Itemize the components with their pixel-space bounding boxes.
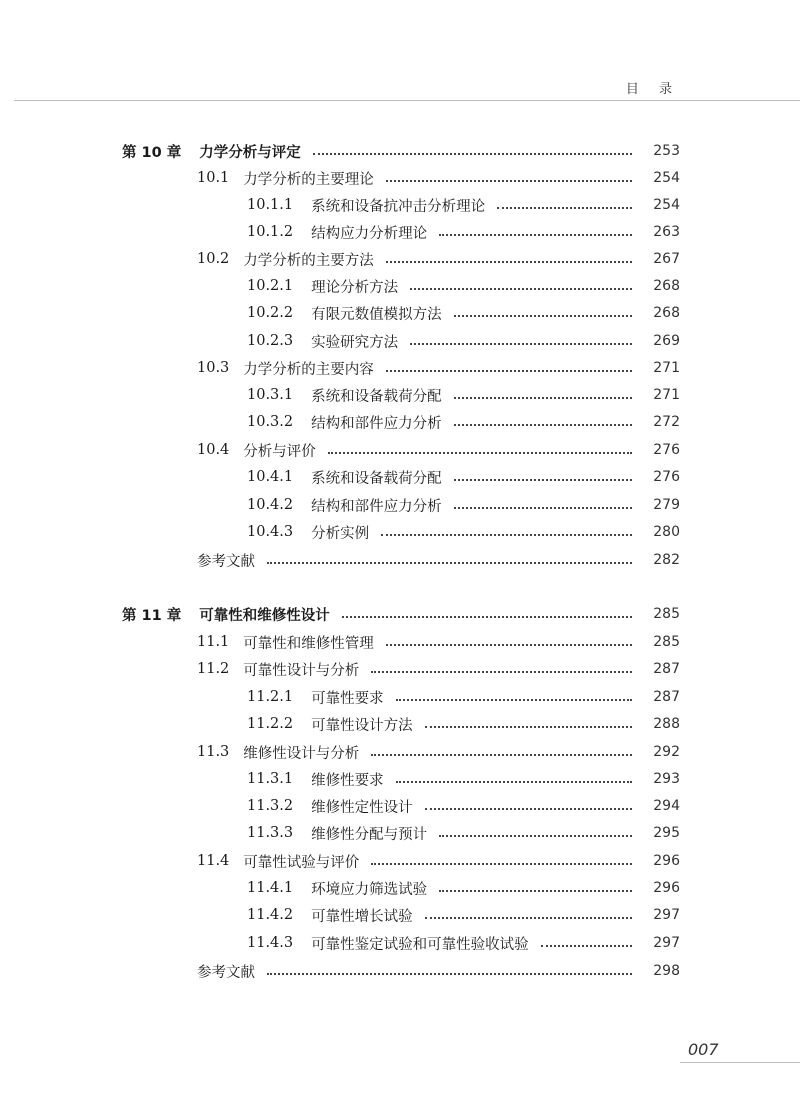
toc-entry-lead bbox=[247, 933, 640, 954]
toc-entry-lead bbox=[247, 385, 640, 406]
toc-entry-title: 力学分析的主要内容 bbox=[243, 361, 374, 378]
toc-entry-lead bbox=[197, 440, 640, 461]
toc-entry-page: 294 bbox=[653, 798, 680, 814]
toc-entry-title: 可靠性鉴定试验和可靠性验收试验 bbox=[311, 936, 529, 953]
toc-entry-lead bbox=[197, 550, 640, 571]
toc-entry-title: 维修性要求 bbox=[311, 772, 384, 789]
toc-section-entry[interactable] bbox=[197, 248, 680, 270]
toc-entry-title: 维修性设计与分析 bbox=[243, 745, 360, 762]
dot-leader bbox=[425, 916, 632, 919]
toc-entry-number: 11.4.1 bbox=[247, 880, 294, 896]
dot-leader bbox=[410, 287, 632, 290]
toc-entry-page: 296 bbox=[653, 880, 680, 896]
dot-leader bbox=[439, 233, 632, 236]
toc-entry-lead bbox=[197, 851, 640, 872]
toc-entry-page: 282 bbox=[653, 552, 680, 568]
toc-subsection-entry[interactable] bbox=[247, 302, 680, 324]
toc-entry-title: 力学分析的主要理论 bbox=[243, 171, 374, 188]
toc-entry-page: 268 bbox=[653, 305, 680, 321]
toc-subsection-entry[interactable] bbox=[247, 768, 680, 790]
toc-entry-number: 11.2.1 bbox=[247, 689, 294, 705]
toc-entry-title: 参考文献 bbox=[197, 553, 255, 570]
toc-section-entry[interactable] bbox=[197, 631, 680, 653]
toc-entry-lead bbox=[247, 412, 640, 433]
toc-entry-number: 第 11 章 bbox=[122, 607, 182, 624]
toc-entry-page: 287 bbox=[653, 661, 680, 677]
toc-subsection-entry[interactable] bbox=[247, 904, 680, 926]
toc-subsection-entry[interactable] bbox=[247, 330, 680, 352]
toc-entry-number: 11.3 bbox=[197, 744, 230, 760]
toc-entry-number: 10.3.2 bbox=[247, 414, 294, 430]
toc-entry-lead bbox=[197, 249, 640, 270]
header-rule bbox=[14, 100, 800, 101]
toc-entry-page: 276 bbox=[653, 469, 680, 485]
toc-entry-title: 力学分析与评定 bbox=[199, 144, 301, 161]
toc-subsection-entry[interactable] bbox=[247, 822, 680, 844]
dot-leader bbox=[342, 615, 632, 618]
toc-entry-lead bbox=[247, 714, 640, 735]
toc-entry-title: 实验研究方法 bbox=[311, 334, 399, 351]
toc-subsection-entry[interactable] bbox=[247, 521, 680, 543]
toc-subsection-entry[interactable] bbox=[247, 713, 680, 735]
toc-entry-page: 295 bbox=[653, 825, 680, 841]
toc-entry-title: 分析与评价 bbox=[243, 443, 316, 460]
toc-entry-lead bbox=[247, 303, 640, 324]
toc-entry-lead bbox=[122, 141, 640, 162]
dot-leader bbox=[313, 152, 632, 155]
toc-subsection-entry[interactable] bbox=[247, 494, 680, 516]
toc-entry-number: 10.4.2 bbox=[247, 497, 294, 513]
toc-entry-lead bbox=[122, 604, 640, 625]
toc-subsection-entry[interactable] bbox=[247, 384, 680, 406]
dot-leader bbox=[497, 206, 632, 209]
toc-entry-page: 297 bbox=[653, 907, 680, 923]
toc-entry-title: 维修性分配与预计 bbox=[311, 826, 428, 843]
dot-leader bbox=[328, 451, 632, 454]
toc-subsection-entry[interactable] bbox=[247, 221, 680, 243]
toc-entry-number: 11.4 bbox=[197, 853, 230, 869]
toc-entry-number: 11.2.2 bbox=[247, 716, 294, 732]
toc-entry-number: 10.4.1 bbox=[247, 469, 294, 485]
toc-section-entry[interactable] bbox=[197, 960, 680, 982]
toc-entry-title: 力学分析的主要方法 bbox=[243, 252, 374, 269]
toc-entry-number: 10.1 bbox=[197, 170, 230, 186]
toc-entry-title: 可靠性设计方法 bbox=[311, 717, 413, 734]
dot-leader bbox=[386, 179, 632, 182]
toc-entry-title: 结构和部件应力分析 bbox=[311, 415, 442, 432]
toc-entry-number: 10.2.2 bbox=[247, 305, 294, 321]
toc-entry-lead bbox=[247, 195, 640, 216]
toc-entry-title: 系统和设备载荷分配 bbox=[311, 388, 442, 405]
toc-entry-page: 285 bbox=[653, 606, 680, 622]
dot-leader bbox=[396, 780, 632, 783]
toc-entry-lead bbox=[197, 742, 640, 763]
dot-leader bbox=[267, 972, 632, 975]
toc-entry-page: 267 bbox=[653, 251, 680, 267]
dot-leader bbox=[425, 807, 632, 810]
toc-subsection-entry[interactable] bbox=[247, 932, 680, 954]
toc-entry-lead bbox=[247, 769, 640, 790]
toc-entry-page: 272 bbox=[653, 414, 680, 430]
toc-entry-lead bbox=[247, 878, 640, 899]
dot-leader bbox=[439, 889, 632, 892]
toc-entry-page: 263 bbox=[653, 224, 680, 240]
toc-entry-title: 分析实例 bbox=[311, 525, 370, 542]
dot-leader bbox=[371, 862, 632, 865]
toc-entry-page: 254 bbox=[653, 170, 680, 186]
toc-entry-title: 理论分析方法 bbox=[311, 279, 399, 296]
dot-leader bbox=[386, 643, 632, 646]
dot-leader bbox=[267, 561, 632, 564]
toc-entry-title: 系统和设备抗冲击分析理论 bbox=[311, 198, 486, 215]
toc-entry-lead bbox=[247, 467, 640, 488]
toc-entry-page: 280 bbox=[653, 524, 680, 540]
toc-entry-page: 293 bbox=[653, 771, 680, 787]
toc-entry-page: 279 bbox=[653, 497, 680, 513]
toc-entry-title: 结构应力分析理论 bbox=[311, 225, 428, 242]
toc-entry-number: 10.3.1 bbox=[247, 387, 294, 403]
toc-subsection-entry[interactable] bbox=[247, 686, 680, 708]
toc-section-entry[interactable] bbox=[197, 357, 680, 379]
toc-entry-lead bbox=[247, 276, 640, 297]
dot-leader bbox=[454, 314, 632, 317]
toc-entry-number: 11.4.3 bbox=[247, 935, 294, 951]
toc-entry-number: 11.4.2 bbox=[247, 907, 294, 923]
toc-entry-page: 296 bbox=[653, 853, 680, 869]
toc-entry-lead bbox=[197, 168, 640, 189]
toc-entry-title: 有限元数值模拟方法 bbox=[311, 306, 442, 323]
dot-leader bbox=[386, 369, 632, 372]
toc-entry-lead bbox=[247, 222, 640, 243]
toc-entry-lead bbox=[247, 522, 640, 543]
toc-entry-title: 可靠性要求 bbox=[311, 690, 384, 707]
dot-leader bbox=[386, 260, 632, 263]
toc-subsection-entry[interactable] bbox=[247, 877, 680, 899]
dot-leader bbox=[371, 670, 632, 673]
toc-entry-number: 11.2 bbox=[197, 661, 230, 677]
running-header-title: 目 录 bbox=[625, 82, 680, 97]
toc-entry-title: 结构和部件应力分析 bbox=[311, 498, 442, 515]
toc-entry-number: 第 10 章 bbox=[122, 144, 182, 161]
toc-entry-page: 253 bbox=[653, 143, 680, 159]
toc-entry-title: 环境应力筛选试验 bbox=[311, 881, 428, 898]
toc-entry-lead bbox=[197, 358, 640, 379]
toc-section-entry[interactable] bbox=[197, 850, 680, 872]
toc-entry-page: 285 bbox=[653, 634, 680, 650]
toc-entry-page: 271 bbox=[653, 387, 680, 403]
dot-leader bbox=[410, 342, 632, 345]
dot-leader bbox=[371, 753, 632, 756]
toc-entry-lead bbox=[247, 495, 640, 516]
toc-entry-number: 10.2.3 bbox=[247, 333, 294, 349]
toc-entry-number: 11.3.2 bbox=[247, 798, 294, 814]
toc-entry-page: 269 bbox=[653, 333, 680, 349]
toc-section-entry[interactable] bbox=[197, 549, 680, 571]
toc-entry-lead bbox=[197, 632, 640, 653]
toc-section-entry[interactable] bbox=[197, 658, 680, 680]
toc-entry-title: 维修性定性设计 bbox=[311, 799, 413, 816]
toc-entry-lead bbox=[247, 905, 640, 926]
dot-leader bbox=[396, 698, 632, 701]
dot-leader bbox=[454, 478, 632, 481]
dot-leader bbox=[541, 944, 632, 947]
toc-entry-number: 11.3.1 bbox=[247, 771, 294, 787]
toc-subsection-entry[interactable] bbox=[247, 466, 680, 488]
toc-entry-lead bbox=[247, 823, 640, 844]
toc-subsection-entry[interactable] bbox=[247, 795, 680, 817]
toc-entry-page: 288 bbox=[653, 716, 680, 732]
toc-chapter-entry[interactable] bbox=[122, 140, 680, 162]
toc-entry-title: 系统和设备载荷分配 bbox=[311, 470, 442, 487]
toc-entry-number: 10.2.1 bbox=[247, 278, 294, 294]
toc-entry-number: 10.1.2 bbox=[247, 224, 294, 240]
toc-entry-number: 10.4 bbox=[197, 442, 230, 458]
dot-leader bbox=[381, 533, 632, 536]
toc-section-entry[interactable] bbox=[197, 439, 680, 461]
dot-leader bbox=[439, 834, 632, 837]
toc-entry-number: 10.3 bbox=[197, 360, 230, 376]
toc-entry-title: 可靠性和维修性管理 bbox=[243, 635, 374, 652]
toc-entry-title: 参考文献 bbox=[197, 964, 255, 981]
page-number: 007 bbox=[688, 1040, 719, 1059]
toc-entry-number: 11.3.3 bbox=[247, 825, 294, 841]
toc-entry-page: 271 bbox=[653, 360, 680, 376]
toc-entry-title: 可靠性设计与分析 bbox=[243, 662, 360, 679]
toc-entry-page: 287 bbox=[653, 689, 680, 705]
toc-entry-number: 10.1.1 bbox=[247, 197, 294, 213]
toc-entry-number: 10.4.3 bbox=[247, 524, 294, 540]
toc-entry-lead bbox=[197, 961, 640, 982]
toc-section-entry[interactable] bbox=[197, 167, 680, 189]
toc-entry-page: 292 bbox=[653, 744, 680, 760]
toc-entry-number: 11.1 bbox=[197, 634, 230, 650]
toc-entry-title: 可靠性和维修性设计 bbox=[199, 607, 330, 624]
toc-entry-number: 10.2 bbox=[197, 251, 230, 267]
dot-leader bbox=[454, 506, 632, 509]
toc-subsection-entry[interactable] bbox=[247, 275, 680, 297]
dot-leader bbox=[425, 725, 632, 728]
toc-entry-title: 可靠性试验与评价 bbox=[243, 854, 360, 871]
toc-entry-title: 可靠性增长试验 bbox=[311, 908, 413, 925]
toc-section-entry[interactable] bbox=[197, 741, 680, 763]
toc-entry-page: 297 bbox=[653, 935, 680, 951]
toc-entry-lead bbox=[247, 331, 640, 352]
toc-entry-lead bbox=[247, 796, 640, 817]
toc-entry-lead bbox=[197, 659, 640, 680]
dot-leader bbox=[454, 423, 632, 426]
toc-entry-lead bbox=[247, 687, 640, 708]
toc-chapter-entry[interactable] bbox=[122, 603, 680, 625]
toc-entry-page: 298 bbox=[653, 963, 680, 979]
toc-entry-page: 276 bbox=[653, 442, 680, 458]
toc-subsection-entry[interactable] bbox=[247, 194, 680, 216]
dot-leader bbox=[454, 396, 632, 399]
toc-subsection-entry[interactable] bbox=[247, 411, 680, 433]
footer-rule bbox=[680, 1062, 800, 1063]
toc-entry-page: 254 bbox=[653, 197, 680, 213]
toc-entry-page: 268 bbox=[653, 278, 680, 294]
